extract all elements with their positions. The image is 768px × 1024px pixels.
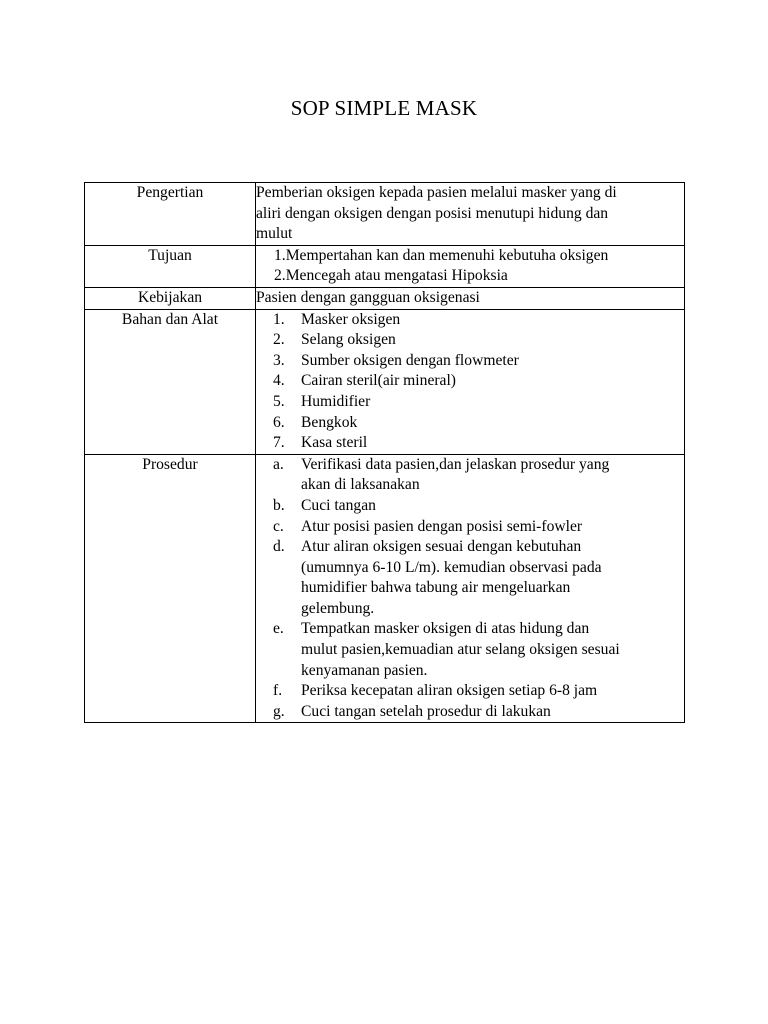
sop-table	[84, 182, 685, 723]
prosedur-item	[256, 619, 684, 681]
bahan-item	[256, 310, 684, 331]
prosedur-item	[256, 537, 684, 619]
item-text	[301, 619, 684, 681]
item-marker: f.	[273, 682, 283, 700]
item-text	[301, 455, 684, 496]
item-marker: 7.	[273, 434, 285, 452]
item-line: Atur posisi pasien dengan posisi semi-fowler	[301, 517, 583, 535]
item-text	[301, 496, 684, 517]
item-marker: 1.	[273, 310, 285, 328]
tujuan-item: 2.Mencegah atau mengatasi Hipoksia	[274, 267, 508, 285]
item-text: Masker oksigen	[301, 310, 401, 328]
bahan-item	[256, 433, 684, 454]
item-text: Humidifier	[301, 392, 371, 410]
item-line: mulut pasien,kemuadian atur selang oksigen sesuai	[301, 641, 620, 659]
item-text	[301, 702, 684, 723]
item-text: Sumber oksigen dengan flowmeter	[301, 351, 519, 369]
content-pengertian	[256, 183, 685, 246]
item-text: Bengkok	[301, 413, 358, 431]
item-line: akan di laksanakan	[301, 476, 420, 494]
item-marker: 2.	[273, 331, 285, 349]
item-line: Periksa kecepatan aliran oksigen setiap 6-8 jam	[301, 682, 598, 700]
item-line: kenyamanan pasien.	[301, 661, 428, 679]
bahan-list	[256, 310, 684, 454]
item-line: Verifikasi data pasien,dan jelaskan prosedur yang	[301, 455, 610, 473]
item-line: Cuci tangan	[301, 496, 376, 514]
bahan-item	[256, 413, 684, 434]
label-kebijakan: Kebijakan	[85, 287, 256, 309]
prosedur-item	[256, 681, 684, 702]
item-marker: 5.	[273, 392, 285, 410]
label-bahan-dan-alat: Bahan dan Alat	[85, 309, 256, 454]
item-line: humidifier bahwa tabung air mengeluarkan	[301, 579, 571, 597]
tujuan-list	[256, 246, 684, 287]
item-line: (umumnya 6-10 L/m). kemudian observasi pada	[301, 558, 602, 576]
item-line: gelembung.	[301, 599, 375, 617]
item-marker: d.	[273, 538, 285, 556]
prosedur-item	[256, 702, 684, 723]
row-kebijakan	[85, 287, 685, 309]
item-marker: 3.	[273, 351, 285, 369]
label-pengertian: Pengertian	[85, 183, 256, 246]
prosedur-item	[256, 496, 684, 517]
item-text	[301, 517, 684, 538]
tujuan-item: 1.Mempertahan kan dan memenuhi kebutuha oksigen	[274, 246, 609, 264]
item-marker: b.	[273, 496, 285, 514]
content-kebijakan: Pasien dengan gangguan oksigenasi	[256, 287, 685, 309]
item-marker: e.	[273, 620, 284, 638]
pengertian-line: mulut	[256, 225, 293, 243]
label-prosedur: Prosedur	[85, 454, 256, 723]
pengertian-line: Pemberian oksigen kepada pasien melalui masker yang di	[256, 184, 617, 201]
row-tujuan	[85, 245, 685, 287]
label-tujuan: Tujuan	[85, 245, 256, 287]
row-pengertian	[85, 183, 685, 246]
pengertian-line: aliri dengan oksigen dengan posisi menutupi hidung dan	[256, 204, 609, 222]
prosedur-item	[256, 517, 684, 538]
item-line: Atur aliran oksigen sesuai dengan kebutuhan	[301, 538, 582, 556]
item-text: Cairan steril(air mineral)	[301, 372, 457, 390]
content-prosedur	[256, 454, 685, 723]
item-marker: a.	[273, 455, 284, 473]
item-line: Tempatkan masker oksigen di atas hidung dan	[301, 620, 590, 638]
item-text: Selang oksigen	[301, 331, 396, 349]
content-bahan-dan-alat	[256, 309, 685, 454]
item-marker: 6.	[273, 413, 285, 431]
content-tujuan	[256, 245, 685, 287]
item-text	[301, 537, 684, 619]
bahan-item	[256, 371, 684, 392]
bahan-item	[256, 330, 684, 351]
row-bahan-dan-alat	[85, 309, 685, 454]
bahan-item	[256, 392, 684, 413]
item-text: Kasa steril	[301, 434, 368, 452]
page-title: SOP SIMPLE MASK	[290, 96, 478, 120]
item-marker: g.	[273, 702, 285, 720]
item-marker: 4.	[273, 372, 285, 390]
item-text	[301, 681, 684, 702]
prosedur-item	[256, 455, 684, 496]
item-line: Cuci tangan setelah prosedur di lakukan	[301, 702, 551, 720]
item-marker: c.	[273, 517, 284, 535]
prosedur-list	[256, 455, 684, 723]
row-prosedur	[85, 454, 685, 723]
bahan-item	[256, 351, 684, 372]
